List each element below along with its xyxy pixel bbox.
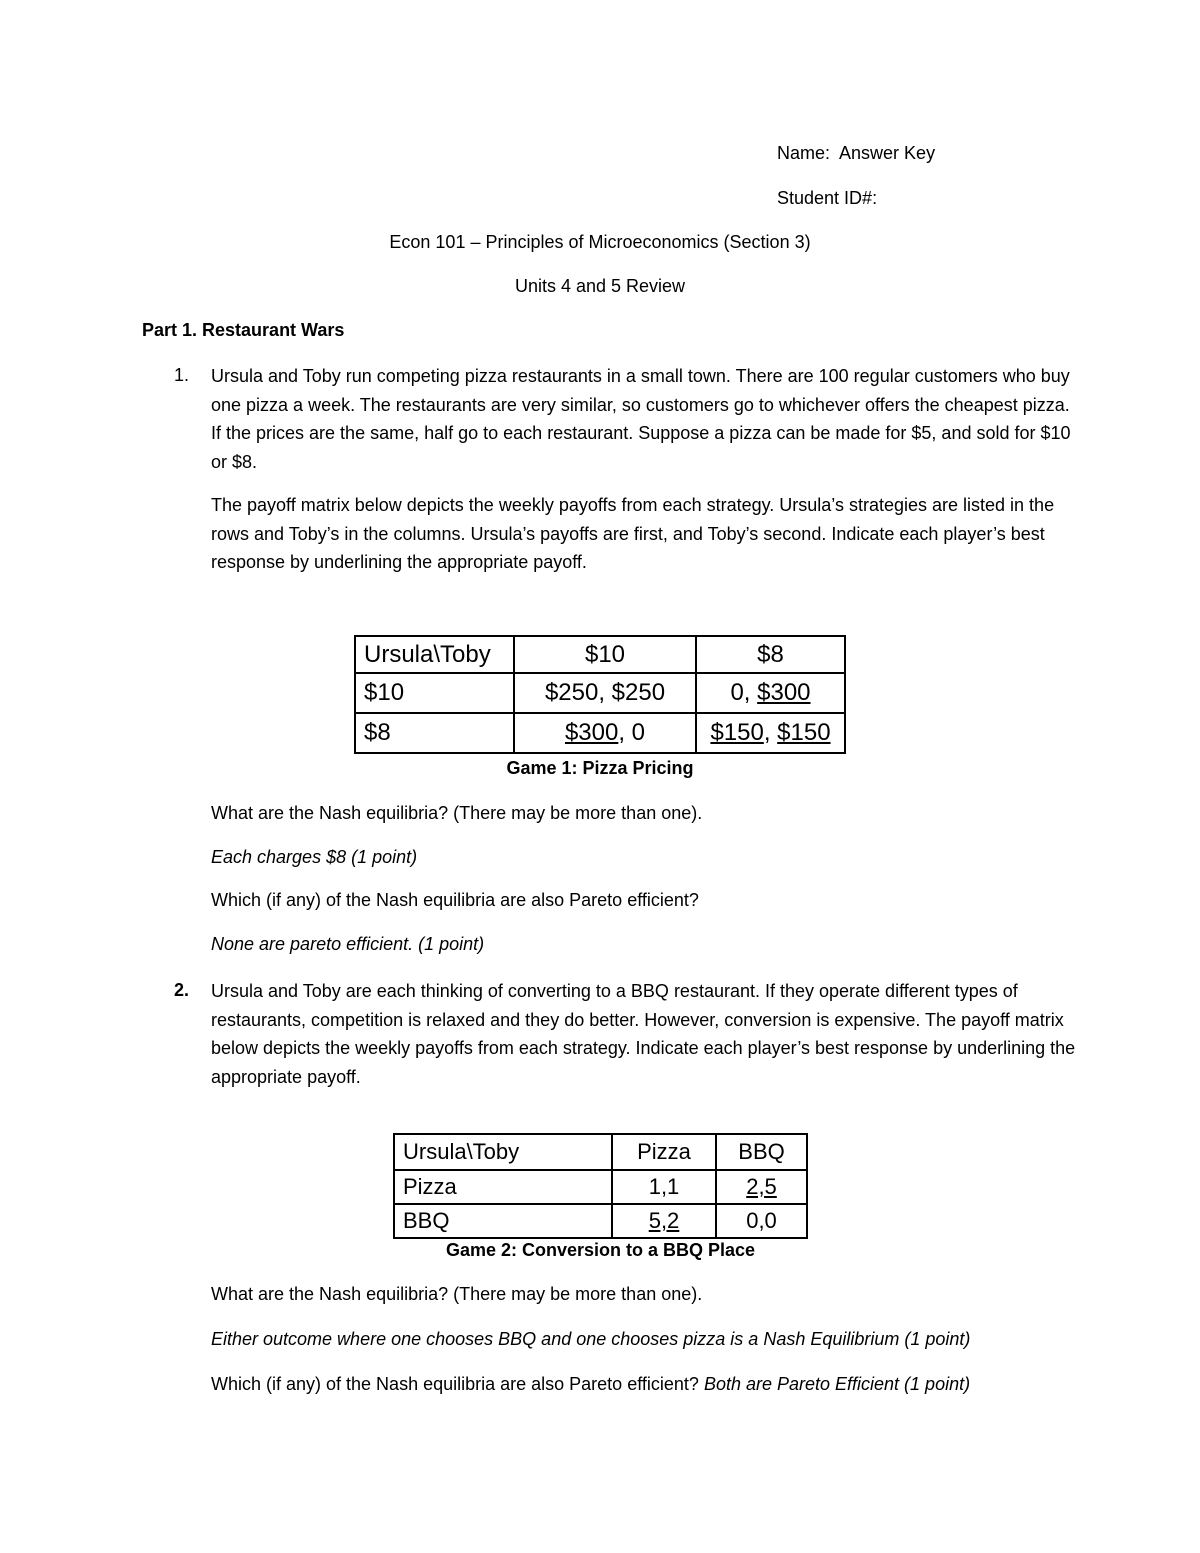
table-corner: Ursula\Toby — [394, 1134, 612, 1170]
q1-nash-question: What are the Nash equilibria? (There may be more than one). — [211, 803, 703, 823]
game1-payoff-table — [354, 635, 846, 754]
table-cell — [716, 1170, 807, 1204]
table-row — [355, 636, 845, 673]
q1-pareto-answer: None are pareto efficient. (1 point) — [211, 934, 485, 954]
table-row — [394, 1170, 807, 1204]
game2-caption: Game 2: Conversion to a BBQ Place — [445, 1240, 756, 1260]
q1-pareto-question: Which (if any) of the Nash equilibria are also Pareto efficient? — [211, 890, 699, 910]
best-response-payoff: $150 — [777, 719, 831, 746]
name-label: Name: — [777, 143, 831, 163]
table-cell — [696, 673, 845, 713]
q2-nash-answer: Either outcome where one chooses BBQ and one chooses pizza is a Nash Equilibrium (1 point) — [211, 1329, 971, 1349]
q1-text2: The payoff matrix below depicts the weekly payoffs from each strategy. Ursula’s strategies are listed in the rows and Toby’s in the columns. Ursula’s payoffs are first, and Toby’s second. Indicate each player’s best response by underlining the appropriate payoff. — [211, 495, 1055, 573]
best-response-payoff: $300 — [757, 679, 811, 706]
table-cell — [696, 713, 845, 753]
q1-nash-answer: Each charges $8 (1 point) — [211, 847, 418, 867]
best-response-payoff: 5,2 — [648, 1208, 680, 1233]
col-header: $8 — [696, 636, 845, 673]
table-row — [394, 1134, 807, 1170]
q1-number: 1. — [174, 365, 190, 385]
student-id-label: Student ID#: — [777, 188, 878, 208]
col-header: $10 — [514, 636, 696, 673]
col-header: BBQ — [716, 1134, 807, 1170]
table-corner: Ursula\Toby — [355, 636, 514, 673]
q2-text: Ursula and Toby are each thinking of converting to a BBQ restaurant. If they operate different types of restaurants, competition is relaxed and they do better. However, conversion is expensive. The payoff matrix below depicts the weekly payoffs from each strategy. Indicate each player’s best response by underlining the appropriate payoff. — [211, 981, 1076, 1087]
best-response-payoff: $150 — [710, 719, 764, 746]
table-row — [355, 673, 845, 713]
course-title: Econ 101 – Principles of Microeconomics (Section 3) — [389, 232, 811, 252]
review-subtitle: Units 4 and 5 Review — [514, 276, 686, 296]
payoff-text: 0, — [730, 679, 758, 706]
table-cell: 1,1 — [612, 1170, 716, 1204]
best-response-payoff: $300 — [564, 719, 619, 746]
payoff-text: , 0 — [618, 719, 646, 746]
game2-payoff-table — [393, 1133, 808, 1239]
table-cell: 0,0 — [716, 1204, 807, 1238]
q2-number: 2. — [174, 980, 190, 1000]
row-header: $8 — [355, 713, 514, 753]
q2-nash-question: What are the Nash equilibria? (There may be more than one). — [211, 1284, 703, 1304]
name-line — [777, 143, 935, 164]
table-cell: $250, $250 — [514, 673, 696, 713]
q2-pareto-question: Which (if any) of the Nash equilibria are also Pareto efficient? — [211, 1374, 699, 1394]
col-header: Pizza — [612, 1134, 716, 1170]
table-row — [355, 713, 845, 753]
table-cell — [514, 713, 696, 753]
q1-text: Ursula and Toby run competing pizza restaurants in a small town. There are 100 regular customers who buy one pizza a week. The restaurants are very similar, so customers go to whichever offers the cheapest pizza. If the prices are the same, half go to each restaurant. Suppose a pizza can be made for $5, and sold for $10 or $8. — [211, 366, 1071, 472]
q2-pareto-answer: Both are Pareto Efficient (1 point) — [703, 1374, 971, 1394]
name-value: Answer Key — [839, 143, 936, 163]
best-response-payoff: 2,5 — [746, 1174, 777, 1199]
row-header: Pizza — [394, 1170, 612, 1204]
payoff-text: , — [763, 719, 778, 746]
game1-caption: Game 1: Pizza Pricing — [506, 758, 694, 778]
table-cell — [612, 1204, 716, 1238]
table-row — [394, 1204, 807, 1238]
part1-heading: Part 1. Restaurant Wars — [142, 320, 345, 340]
row-header: $10 — [355, 673, 514, 713]
row-header: BBQ — [394, 1204, 612, 1238]
q2-pareto-line — [211, 1374, 970, 1395]
